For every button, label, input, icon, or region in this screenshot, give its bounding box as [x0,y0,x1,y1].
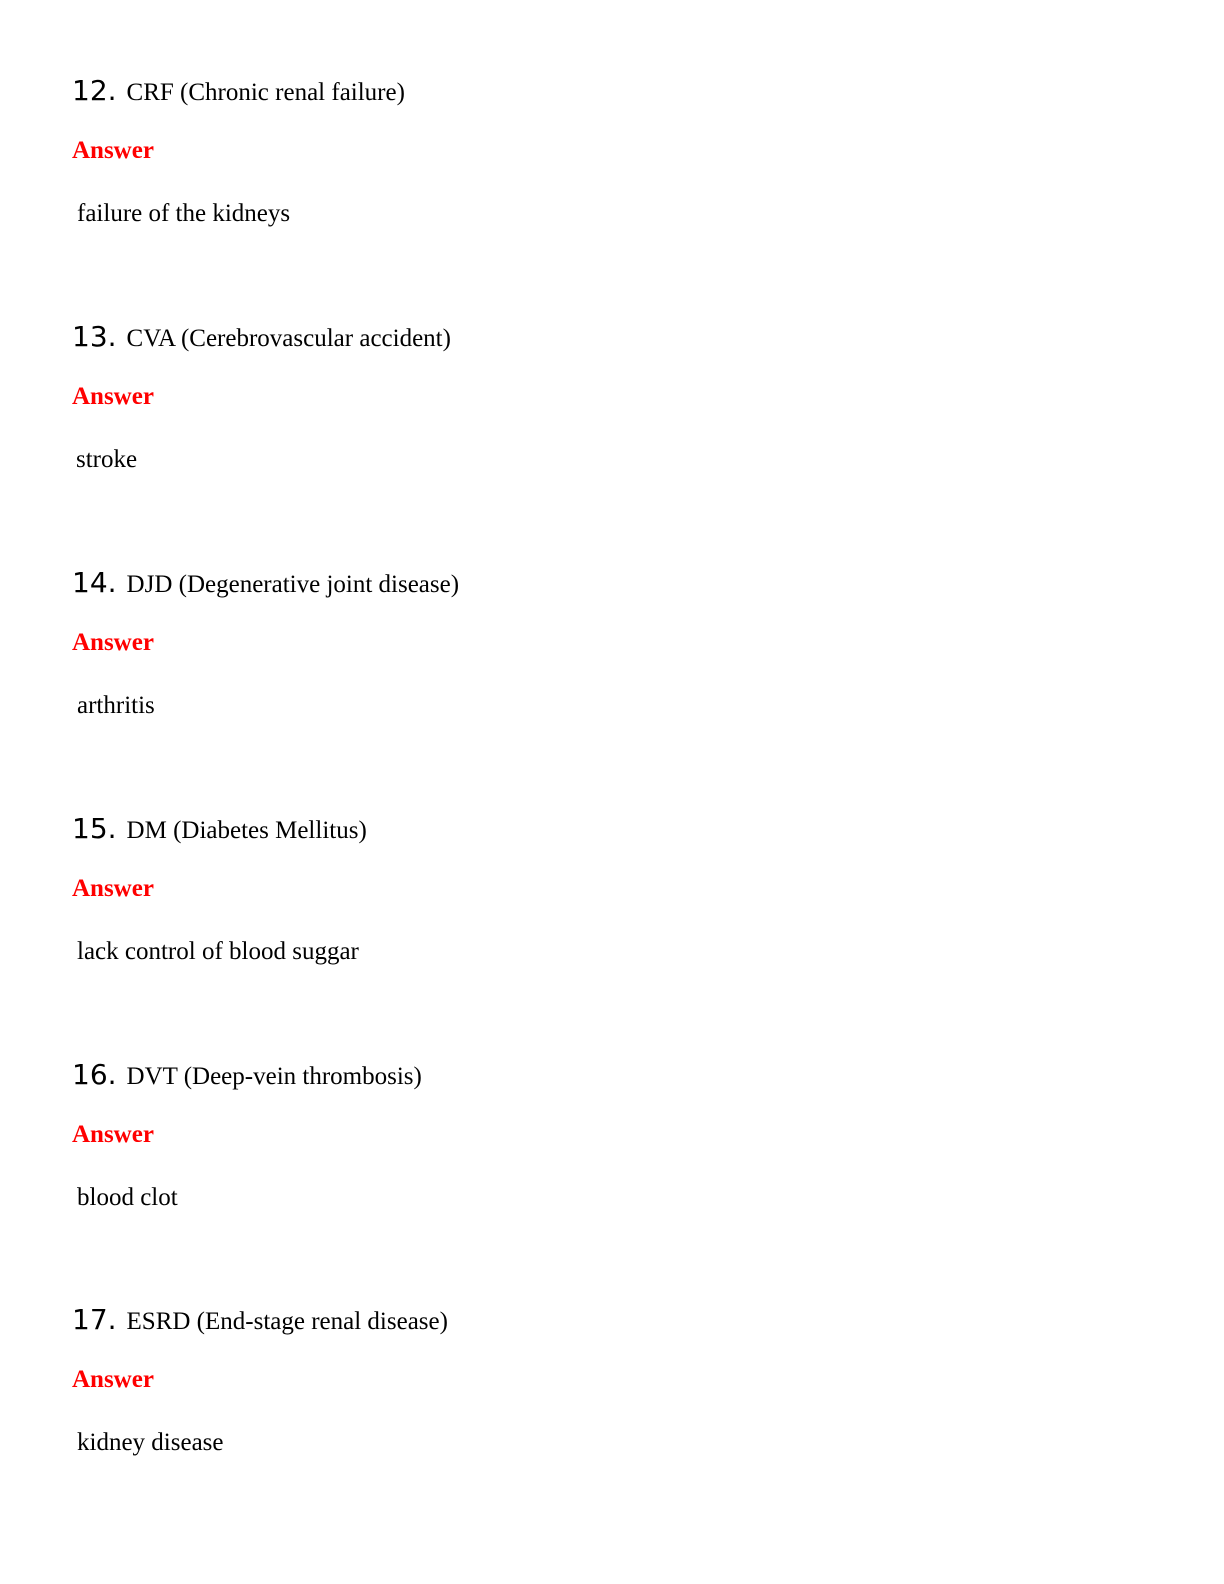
question-number: 14. [72,566,117,599]
answer-text: blood clot [77,1184,178,1211]
answer-label: Answer [72,629,154,656]
answer-text: kidney disease [77,1429,224,1456]
question-number: 15. [72,812,117,845]
question-line [72,812,367,848]
answer-text: failure of the kidneys [77,200,291,227]
answer-label: Answer [72,875,154,902]
question-line [72,1303,448,1339]
question-text: DVT (Deep-vein thrombosis) [126,1063,422,1090]
question-line [72,320,451,356]
question-number: 17. [72,1303,117,1336]
question-text: DJD (Degenerative joint disease) [126,571,460,598]
answer-text: arthritis [77,692,155,719]
answer-label: Answer [72,1121,154,1148]
question-number: 12. [72,74,117,107]
question-text: ESRD (End-stage renal disease) [126,1308,448,1335]
question-text: CVA (Cerebrovascular accident) [126,325,451,352]
answer-label: Answer [72,383,154,410]
answer-text: stroke [76,446,138,473]
question-text: DM (Diabetes Mellitus) [126,817,367,844]
question-text: CRF (Chronic renal failure) [126,79,405,106]
question-line [72,74,405,110]
question-number: 13. [72,320,117,353]
question-line [72,566,459,602]
question-line [72,1058,422,1094]
question-number: 16. [72,1058,117,1091]
answer-label: Answer [72,1366,154,1393]
answer-label: Answer [72,137,154,164]
answer-text: lack control of blood suggar [77,938,359,965]
